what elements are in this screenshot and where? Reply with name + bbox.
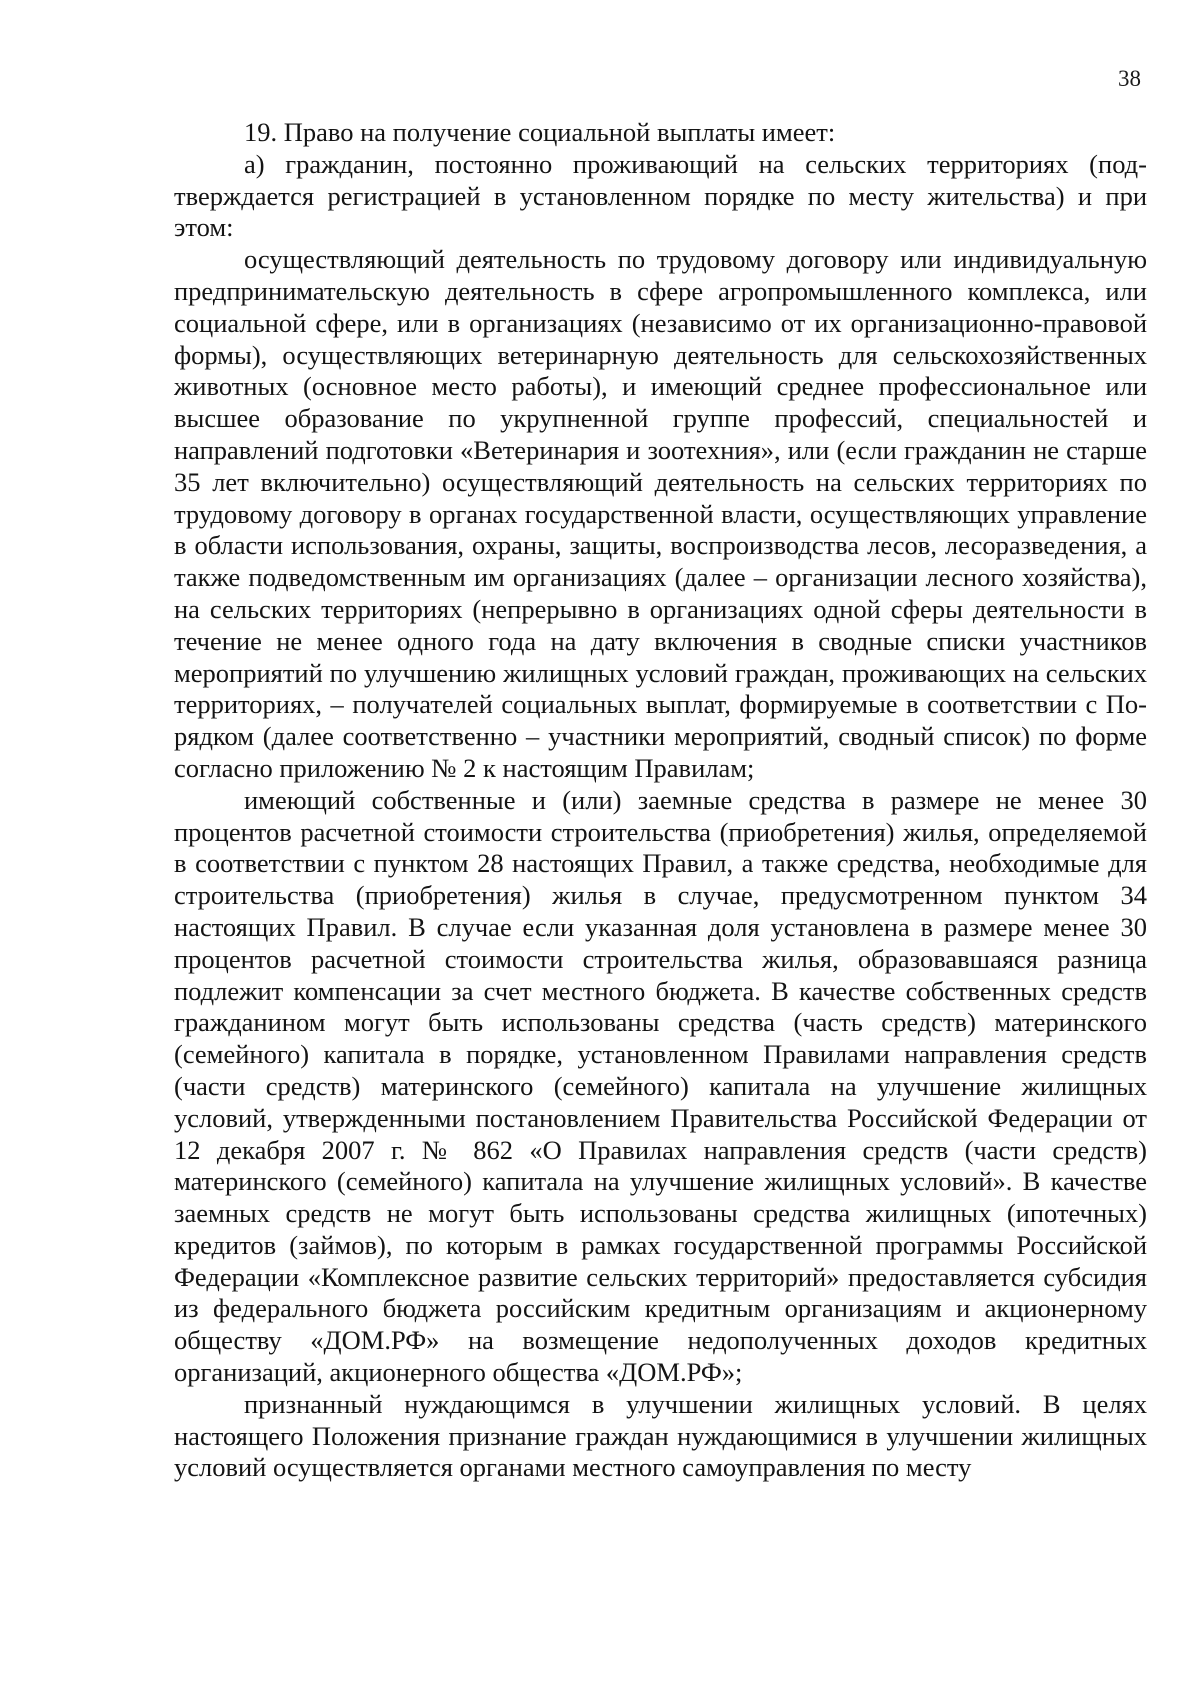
document-body	[174, 117, 1147, 1484]
page-number: 38	[1118, 66, 1141, 91]
paragraph-employment-condition: осуществляющий деятельность по трудовому договору или индивидуальную предпринимательскую деятельность в сфере агропромышленного комплекса, или социальной сфере, или в организациях (независимо от их организационно-правовой формы), осуществляющих ветеринарную деятельность для сельскохозяйственных животных (основное место работы), и имеющий среднее профессиональное или высшее образование по укрупненной группе профессий, специальностей и направлений подготовки «Ветеринария и зоотехния», или (если гражданин не старше 35 лет включительно) осуществляющий деятельность на сельских территориях по трудовому договору в органах государственной власти, осуществляющих управление в области использования, охраны, защиты, воспроизводства лесов, лесоразведения, а также подведомственным им организациях (далее – организации лесного хозяйства), на сельских территориях (непрерывно в организациях одной сферы деятельности в течение не менее одного года на дату включения в сводные списки участников мероприятий по улучшению жилищных условий граждан, проживающих на сельских территориях, – получателей социальных выплат, формируемые в соответствии с Порядком (далее соответственно – участники мероприятий, сводный список) по форме согласно приложению № 2 к настоящим Правилам;	[174, 244, 1147, 783]
paragraph-subitem-a: а) гражданин, постоянно проживающий на сельских территориях (подтверждается регистрацией в установленном порядке по месту жительства) и при этом:	[174, 148, 1147, 243]
paragraph-funds-condition: имеющий собственные и (или) заемные средства в размере не менее 30 процентов расчетной стоимости строительства (приобретения) жилья, определяемой в соответствии с пунктом 28 настоящих Правил, а также средства, необходимые для строительства (приобретения) жилья в случае, предусмотренном пунктом 34 настоящих Правил. В случае если указанная доля установлена в размере менее 30 процентов расчетной стоимости строительства жилья, образовавшаяся разница подлежит компенсации за счет местного бюджета. В качестве собственных средств гражданином могут быть использованы средства (часть средств) материнского (семейного) капитала в порядке, установленном Правилами направления средств (части средств) материнского (семейного) капитала на улучшение жилищных условий, утвержденными постановлением Правительства Российской Федерации от 12 декабря 2007 г. № 862 «О Правилах направления средств (части средств) материнского (семейного) капитала на улучшение жилищных условий». В качестве заемных средств не могут быть использованы средства жилищных (ипотечных) кредитов (займов), по которым в рамках государственной программы Российской Федерации «Комплексное развитие сельских территорий» предоставляется субсидия из федерального бюджета российским кредитным организациям и акционерному обществу «ДОМ.РФ» на возмещение недополученных доходов кредитных организаций, акционерного общества «ДОМ.РФ»;	[174, 784, 1147, 1388]
paragraph-housing-need-condition: признанный нуждающимся в улучшении жилищных условий. В целях настоящего Положения признание граждан нуждающимися в улучшении жилищных условий осуществляется органами местного самоуправления по месту	[174, 1388, 1147, 1483]
paragraph-item-19: 19. Право на получение социальной выплаты имеет:	[244, 117, 836, 147]
